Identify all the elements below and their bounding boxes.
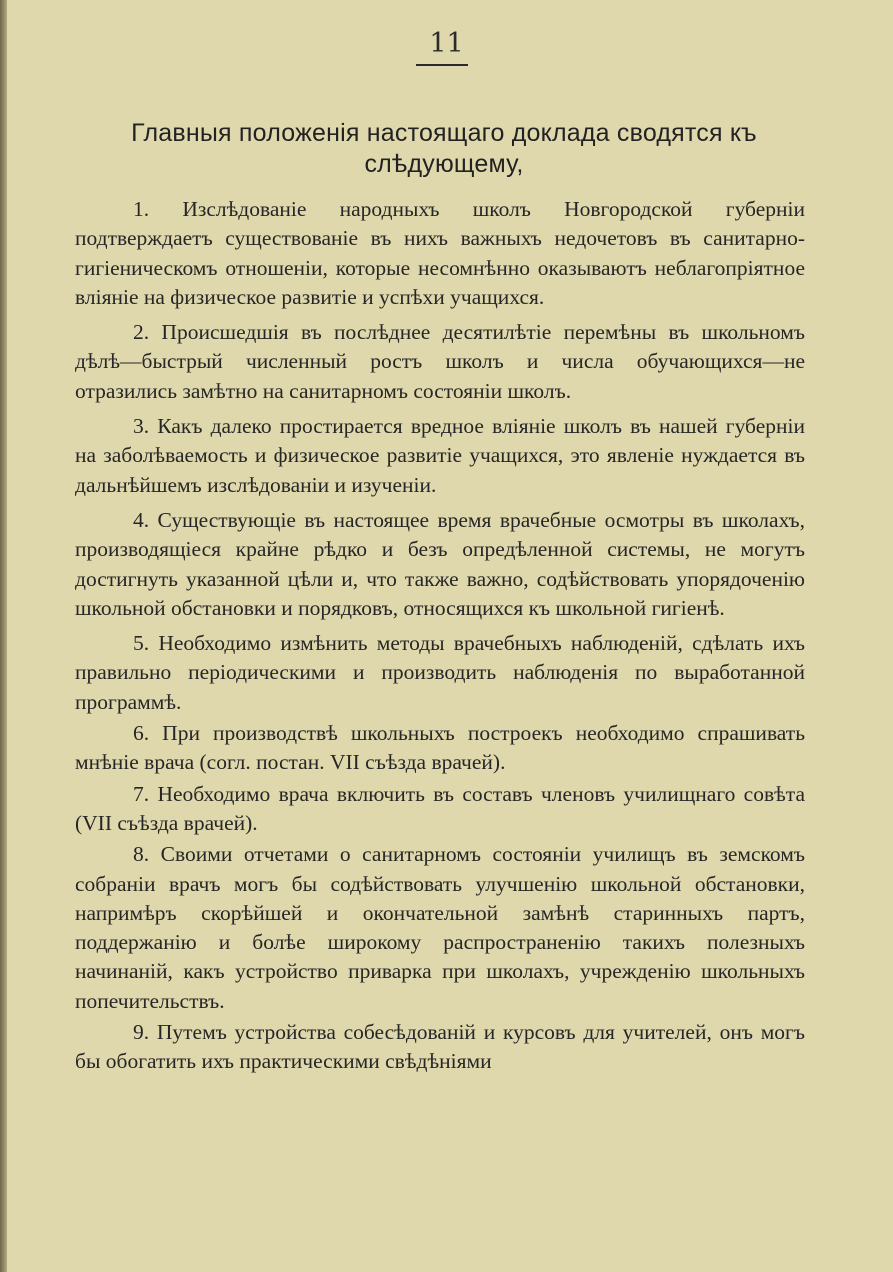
page-number: 11 [429, 28, 464, 59]
paragraph-7: 7. Необходимо врача включить въ составъ членовъ училищнаго совѣта (VII съѣзда врачей). [75, 781, 805, 835]
paragraph-5: 5. Необходимо измѣнить методы врачебныхъ наблюденій, сдѣлать ихъ правильно періодическими и производить наблюденія по выработанной программѣ. [75, 631, 805, 714]
paragraph-9: 9. Путемъ устройства собесѣдованій и курсовъ для учителей, онъ могъ бы обогатить ихъ практическими свѣдѣніями [75, 1020, 805, 1074]
body-text [75, 195, 805, 1079]
paragraph-8: 8. Своими отчетами о санитарномъ состояніи училищъ въ земскомъ собраніи врачъ могъ бы содѣйствовать улучшенію школьной обстановки, напримѣръ скорѣйшей и окончательной замѣнѣ старинныхъ партъ, поддержанію и болѣе широкому распространенію такихъ полезныхъ начинаній, какъ устройство приварка при школахъ, учрежденію школьныхъ попечительствъ. [75, 842, 805, 1013]
section-heading: Главныя положенія настоящаго доклада сводятся къ слѣдующему, [131, 119, 757, 178]
paragraph-3: 3. Какъ далеко простирается вредное вліяніе школъ въ нашей губерніи на заболѣваемость и физическое развитіе учащихся, это явленіе нуждается въ дальнѣйшемъ изслѣдованіи и изученіи. [75, 414, 805, 497]
paragraph-2: 2. Происшедшія въ послѣднее десятилѣтіе перемѣны въ школьномъ дѣлѣ—быстрый численный ростъ школъ и числа обучающихся—не отразились замѣтно на санитарномъ состояніи школъ. [75, 320, 805, 403]
paragraph-1: 1. Изслѣдованіе народныхъ школъ Новгородской губерніи подтверждаетъ существованіе въ нихъ важныхъ недочетовъ въ санитарно-гигіеническомъ отношеніи, которые несомнѣнно оказываютъ неблагопріятное вліяніе на физическое развитіе и успѣхи учащихся. [75, 197, 805, 309]
paragraph-6: 6. При производствѣ школьныхъ построекъ необходимо спрашивать мнѣніе врача (согл. постан. VII съѣзда врачей). [75, 721, 805, 775]
page-binding-edge [0, 0, 7, 1272]
paragraph-4: 4. Существующіе въ настоящее время врачебные осмотры въ школахъ, производящіеся крайне рѣдко и безъ опредѣленной системы, не могутъ достигнуть указанной цѣли и, что также важно, содѣйствовать упорядоченію школьной обстановки и порядковъ, относящихся къ школьной гигіенѣ. [75, 507, 805, 620]
page-number-rule [416, 64, 468, 66]
